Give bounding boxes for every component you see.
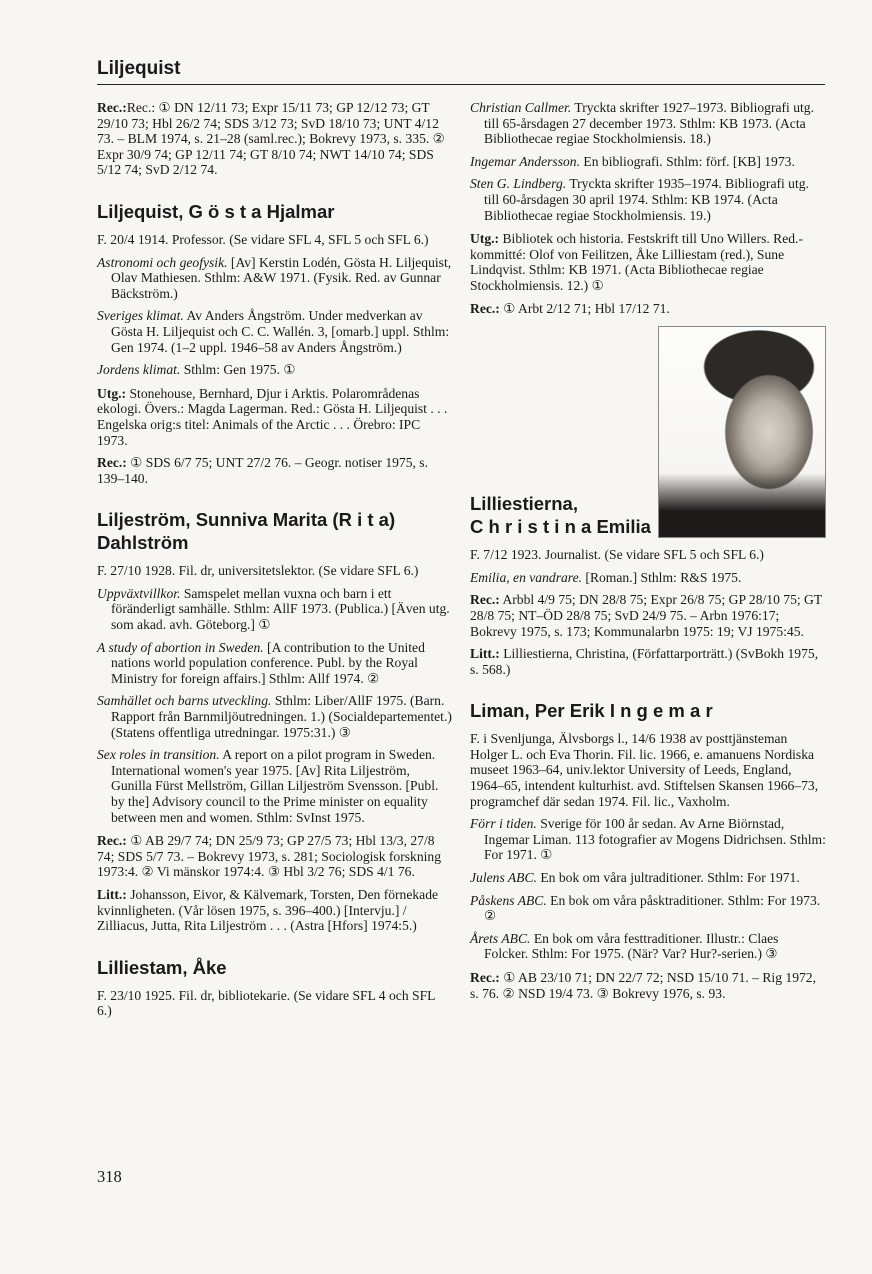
works-list [97,586,452,825]
right-column [470,100,826,1008]
entry-heading: Lilliestam, Åke [97,956,227,978]
work-item: Sveriges klimat. Av Anders Ångström. Under medverkan av Gösta H. Liljequist och C. C. Wallén. 3, [omarb.] uppl. Sthlm: Gen 1974. (1–2 uppl. 1946–58 av Anders Ångström.) [97,308,450,355]
utg-paragraph: Utg.: Stonehouse, Bernhard, Djur i Arktis. Polarområdenas ekologi. Övers.: Magda Lagerman. Red.: Gösta H. Liljequist . . . Engelska orig:s titel: Animals of the Arctic . . . Örebro: IPC 1973. [97,385,448,448]
entry-lilliestam-ake [97,956,452,1019]
work-item: A study of abortion in Sweden. [A contribution to the United nations world population conference. Publ. by the Royal Ministry for foreign affairs.] Sthlm: Allf 1974. ② [97,639,425,686]
header-rule [97,84,825,85]
work-item: Astronomi och geofysik. [Av] Kerstin Lodén, Gösta H. Liljequist, Olav Mathiesen. Sthlm: A&W 1971. (Fysik. Red. av Gunnar Bäckström.) [97,254,452,301]
works-list [470,100,826,223]
work-item: Påskens ABC. En bok om våra påsktraditioner. Sthlm: For 1973. ② [470,892,821,924]
entry-bio: F. 7/12 1923. Journalist. (Se vidare SFL 5 och SFL 6.) [470,547,764,563]
work-item: Ingemar Andersson. En bibliografi. Sthlm: förf. [KB] 1973. [470,153,795,169]
running-head: Liljequist [97,58,181,79]
rec-paragraph: Rec.: ① SDS 6/7 75; UNT 27/2 76. – Geogr. notiser 1975, s. 139–140. [97,455,428,486]
entry-bio: F. i Svenljunga, Älvsborgs l., 14/6 1938 av posttjänsteman Holger L. och Eva Thorin. Fil. lic. 1966, e. amanuens Nordiska museet 1963–64, univ.lektor University of Leeds, England, 1964–65, intendent kulturhist. avd. Stiftelsen Skansen 1966–73, programchef där sedan 1974. Fil. lic., Vaxholm. [470,731,819,809]
litt-paragraph: Litt.: Lilliestierna, Christina, (Författarporträtt.) (SvBokh 1975, s. 568.) [470,646,819,677]
work-item: Samhället och barns utveckling. Sthlm: Liber/AllF 1975. (Barn. Rapport från Barnmiljöutredningen. 1.) (Socialdepartementet.) (Statens offentliga utredningar. 1975:31.) ③ [97,693,452,740]
work-item: Christian Callmer. Tryckta skrifter 1927–1973. Bibliografi utg. till 65-årsdagen 27 december 1973. Sthlm: KB 1973. (Acta Bibliothecae regiae Stockholmiensis. 18.) [470,100,815,147]
entry-bio: F. 20/4 1914. Professor. (Se vidare SFL 4, SFL 5 och SFL 6.) [97,231,429,247]
work-item: Förr i tiden. Sverige för 100 år sedan. Av Arne Biörnstad, Ingemar Liman. 113 fotografier av Mogens Didrichsen. Sthlm: For 1971. ① [470,816,826,863]
rec-paragraph: Rec.: Arbbl 4/9 75; DN 28/8 75; Expr 26/8 75; GP 28/10 75; GT 28/8 75; NT–ÖD 28/8 75; SvD 24/9 75. – Arbn 1976:17; Bokrevy 1975, s. 173; Kommunalarbn 1975: 19; VJ 1975:45. [470,592,822,639]
rec-paragraph: Rec.: ① Arbt 2/12 71; Hbl 17/12 71. [470,300,670,316]
entry-lilliestam-ake-continued [470,100,826,316]
rec-paragraph: Rec.: ① AB 23/10 71; DN 22/7 72; NSD 15/10 71. – Rig 1972, s. 76. ② NSD 19/4 73. ③ Bokrevy 1976, s. 93. [470,970,816,1001]
work-item: Emilia, en vandrare. [Roman.] Sthlm: R&S 1975. [470,569,742,585]
work-item: Årets ABC. En bok om våra festtraditioner. Illustr.: Claes Folcker. Sthlm: For 1975. (När? Var? Hur?-serien.) ③ [470,930,779,962]
entry-heading-line2: C h r i s t i n a Emilia [470,516,651,538]
work-item: Julens ABC. En bok om våra jultraditioner. Sthlm: For 1971. [470,870,800,886]
rec-text: Rec.: ① DN 12/11 73; Expr 15/11 73; GP 12/12 73; GT 29/10 73; Hbl 26/2 74; SDS 3/12 73; SvD 18/10 73; UNT 4/12 73. – BLM 1974, s. 21–28 (saml.rec.); Bokrevy 1973, s. 335. ② Expr 30/9 74; GP 12/11 74; GT 8/10 74; NWT 14/10 74; SDS 5/12 74; SvD 2/12 74. [97,100,445,178]
entry-liljestrom-rita [97,508,452,933]
entry-rec-continuation [97,100,452,178]
entry-heading-line1: Lilliestierna, [470,493,578,515]
utg-paragraph: Utg.: Bibliotek och historia. Festskrift till Uno Willers. Red.-kommitté: Olof von Feilitzen, Åke Lilliestam (red.), Sune Lindqvist. Sthlm: KB 1971. (Acta Bibliothecae regiae Stockholmiensis. 12.) ① [470,231,803,293]
page-number: 318 [97,1167,122,1186]
left-column [97,100,452,1026]
entry-bio: F. 23/10 1925. Fil. dr, bibliotekarie. (Se vidare SFL 4 och SFL 6.) [97,987,435,1019]
work-item: Uppväxtvillkor. Samspelet mellan vuxna och barn i ett föränderligt samhälle. Sthlm: AllF 1973. (Publica.) [Även utg. som akad. avh. Göteborg.] ① [97,585,450,633]
work-item: Sex roles in transition. A report on a pilot program in Sweden. International women's year 1975. [Av] Rita Liljeström, Gunilla Fürst Mellström, Gillan Liljeström Svensson. [Publ. by the] Advisory council to the Prime minister on equality between men and women. Sthlm: SvInst 1975. [97,747,439,825]
entry-bio: F. 27/10 1928. Fil. dr, universitetslektor. (Se vidare SFL 6.) [97,563,419,579]
entry-heading: Liljeström, Sunniva Marita (R i t a) Dahlström [97,509,396,554]
entry-liljequist-gosta [97,200,452,486]
works-list [97,255,452,378]
author-portrait-photo [658,326,826,538]
entry-heading: Liman, Per Erik I n g e m a r [470,700,713,722]
works-list [470,816,826,962]
rec-paragraph: Rec.: ① AB 29/7 74; DN 25/9 73; GP 27/5 73; Hbl 13/3, 27/8 74; SDS 5/7 73. – Bokrevy 1973, s. 281; Sociologisk forskning 1973:4. ② Vi mänskor 1974:4. ③ Hbl 3/2 76; SDS 4/1 76. [97,833,442,880]
work-item: Jordens klimat. Sthlm: Gen 1975. ① [97,362,296,378]
litt-paragraph: Litt.: Johansson, Eivor, & Kälvemark, Torsten, Den förnekade kvinnligheten. (Vår lösen 1975, s. 396–400.) [Intervju.] / Zilliacus, Jutta, Rita Liljeström . . . (Astra [Hfors] 1974:5.) [97,886,439,934]
photo-shadow [659,473,825,537]
entry-heading: Liljequist, G ö s t a Hjalmar [97,200,335,222]
work-item: Sten G. Lindberg. Tryckta skrifter 1935–1974. Bibliografi utg. till 60-årsdagen 30 april 1974. Sthlm: KB 1974. (Acta Bibliothecae regiae Stockholmiensis. 19.) [470,176,809,223]
entry-liman-ingemar [470,699,826,1001]
rec-label: Rec.: [97,100,127,115]
